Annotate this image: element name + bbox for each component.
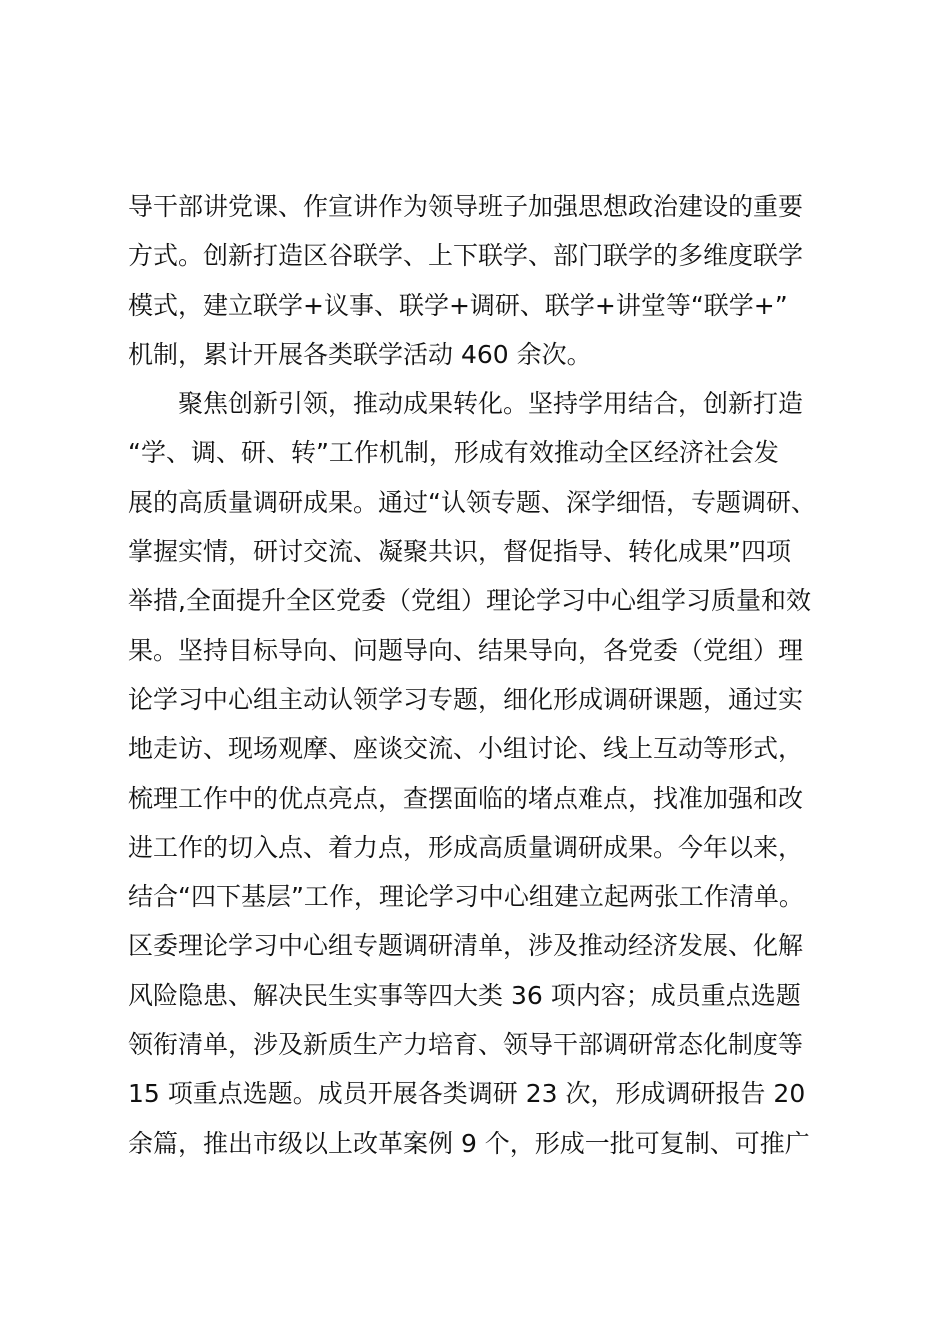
- body-text: [128, 182, 858, 1168]
- text-line: 区委理论学习中心组专题调研清单，涉及推动经济发展、化解: [128, 931, 804, 961]
- text-line: 导干部讲党课、作宣讲作为领导班子加强思想政治建设的重要: [128, 192, 804, 221]
- text-line: 掌握实情，研讨交流、凝聚共识，督促指导、转化成果”四项: [128, 537, 791, 567]
- paragraph-heading-line: 聚焦创新引领，推动成果转化。坚持学用结合，创新打造: [128, 389, 804, 419]
- text-line: 梳理工作中的优点亮点，查摆面临的堵点难点，找准加强和改: [128, 783, 804, 813]
- text-line: 余篇，推出市级以上改革案例 9 个，形成一批可复制、可推广: [128, 1128, 810, 1158]
- text-line: 果。坚持目标导向、问题导向、结果导向，各党委（党组）理: [128, 635, 804, 665]
- text-line: 地走访、现场观摩、座谈交流、小组讨论、线上互动等形式，: [128, 734, 804, 764]
- text-line: 机制，累计开展各类联学活动 460 余次。: [128, 339, 592, 369]
- text-line: 进工作的切入点、着力点，形成高质量调研成果。今年以来，: [128, 832, 804, 862]
- text-line: 方式。创新打造区谷联学、上下联学、部门联学的多维度联学: [128, 241, 804, 271]
- text-line: “学、调、研、转”工作机制，形成有效推动全区经济社会发: [128, 438, 779, 468]
- text-line: 风险隐患、解决民生实事等四大类 36 项内容；成员重点选题: [128, 980, 801, 1010]
- text-line: 领衔清单，涉及新质生产力培育、领导干部调研常态化制度等: [128, 1030, 804, 1060]
- text-line: 论学习中心组主动认领学习专题，细化形成调研课题，通过实: [128, 684, 804, 714]
- text-line: 展的高质量调研成果。通过“认领专题、深学细悟，专题调研、: [128, 487, 816, 517]
- text-line: 模式，建立联学+议事、联学+调研、联学+讲堂等“联学+”: [128, 290, 788, 320]
- text-line: 15 项重点选题。成员开展各类调研 23 次，形成调研报告 20: [128, 1079, 806, 1109]
- text-line: 结合“四下基层”工作，理论学习中心组建立起两张工作清单。: [128, 882, 804, 912]
- text-line: 举措,全面提升全区党委（党组）理论学习中心组学习质量和效: [128, 586, 811, 616]
